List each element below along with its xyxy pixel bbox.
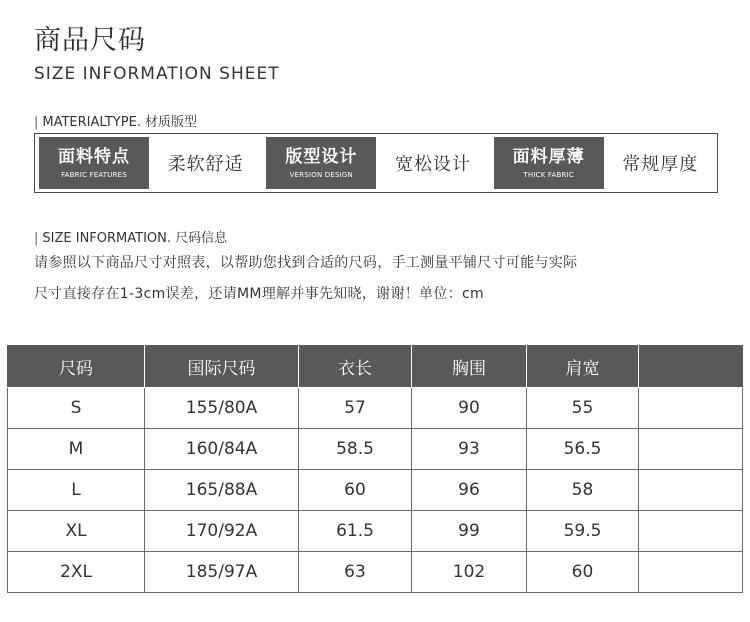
column-header: 国际尺码 [145, 346, 299, 388]
material-label-text: MATERIALTYPE. 材质版型 [42, 115, 198, 130]
table-cell: 185/97A [145, 552, 299, 593]
divider-bar: | [34, 231, 39, 246]
column-header: 肩宽 [527, 346, 639, 388]
tag-fabric-features [39, 137, 149, 189]
table-cell [639, 429, 743, 470]
table-cell: 90 [412, 388, 527, 429]
tag-subtitle: VERSION DESIGN [289, 171, 353, 179]
tag-title: 版型设计 [285, 147, 358, 167]
table-cell: 155/80A [145, 388, 299, 429]
table-cell [639, 388, 743, 429]
tag-value-version: 宽松设计 [394, 154, 471, 175]
tag-value-thickness: 常规厚度 [622, 154, 699, 175]
material-panel [34, 133, 718, 193]
table-cell: 58.5 [299, 429, 412, 470]
table-cell: 170/92A [145, 511, 299, 552]
table-cell: L [8, 470, 145, 511]
table-row [8, 429, 743, 470]
table-header-row [8, 346, 743, 388]
table-cell [639, 511, 743, 552]
table-cell: 165/88A [145, 470, 299, 511]
tag-thick-fabric [494, 137, 604, 189]
table-cell: 56.5 [527, 429, 639, 470]
table-cell: 59.5 [527, 511, 639, 552]
table-cell: 60 [527, 552, 639, 593]
size-table [7, 345, 743, 593]
table-cell: 96 [412, 470, 527, 511]
tag-subtitle: THICK FABRIC [523, 171, 574, 179]
tag-subtitle: FABRIC FEATURES [61, 171, 127, 179]
table-cell: 93 [412, 429, 527, 470]
table-cell: 55 [527, 388, 639, 429]
table-cell: 57 [299, 388, 412, 429]
tag-title: 面料特点 [58, 147, 130, 167]
table-cell: 63 [299, 552, 412, 593]
size-note-line-2: 尺寸直接存在1-3cm误差，还请MM理解并事先知晓，谢谢！单位：cm [34, 286, 484, 302]
table-cell: XL [8, 511, 145, 552]
table-row [8, 552, 743, 593]
size-label-text: SIZE INFORMATION. 尺码信息 [42, 231, 228, 246]
column-header: 衣长 [299, 346, 412, 388]
table-cell: 61.5 [299, 511, 412, 552]
table-cell: 160/84A [145, 429, 299, 470]
column-header [639, 346, 743, 388]
table-cell: 58 [527, 470, 639, 511]
table-cell: 99 [412, 511, 527, 552]
table-cell: M [8, 429, 145, 470]
size-section-label [34, 227, 227, 246]
table-cell: 60 [299, 470, 412, 511]
table-row [8, 388, 743, 429]
tag-version-design [266, 137, 376, 189]
table-cell: S [8, 388, 145, 429]
table-cell: 2XL [8, 552, 145, 593]
column-header: 尺码 [8, 346, 145, 388]
table-cell: 102 [412, 552, 527, 593]
material-section-label [34, 111, 197, 130]
divider-bar: | [34, 115, 39, 130]
tag-title: 面料厚薄 [512, 147, 585, 167]
table-cell [639, 552, 743, 593]
table-row [8, 470, 743, 511]
column-header: 胸围 [412, 346, 527, 388]
page-title: 商品尺码 [34, 25, 146, 56]
table-row [8, 511, 743, 552]
table-cell [639, 470, 743, 511]
page-subtitle: SIZE INFORMATION SHEET [34, 64, 280, 84]
tag-value-fabric: 柔软舒适 [167, 154, 244, 175]
size-note-line-1: 请参照以下商品尺寸对照表，以帮助您找到合适的尺码，手工测量平铺尺寸可能与实际 [34, 255, 578, 271]
